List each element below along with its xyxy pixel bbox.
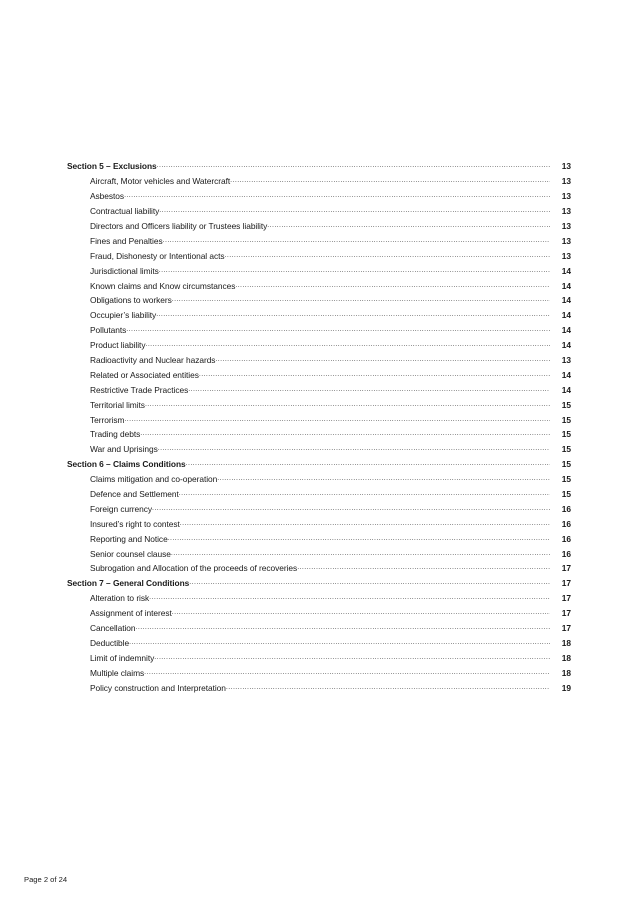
toc-entry-page-number: 14 xyxy=(561,384,571,395)
toc-entry-title: Deductible xyxy=(90,637,130,648)
toc-entry-page-number: 19 xyxy=(561,682,571,693)
toc-entry-page-number: 13 xyxy=(561,206,571,217)
dot-leader xyxy=(144,666,550,680)
toc-entry-page-number: 13 xyxy=(561,161,571,172)
toc-entry-title: War and Uprisings xyxy=(90,444,158,455)
toc-entry-title: Contractual liability xyxy=(90,206,160,217)
dot-leader xyxy=(230,174,550,188)
toc-entry-page-number: 18 xyxy=(561,637,571,648)
toc-entry[interactable] xyxy=(0,501,638,516)
toc-entry[interactable] xyxy=(0,487,638,502)
dot-leader xyxy=(126,323,550,337)
dot-leader xyxy=(226,681,550,695)
dot-leader xyxy=(217,472,550,486)
toc-entry-page-number: 17 xyxy=(561,593,571,604)
toc-entry[interactable] xyxy=(0,621,638,636)
toc-entry-title: Restrictive Trade Practices xyxy=(90,384,189,395)
toc-entry[interactable] xyxy=(0,174,638,189)
dot-leader xyxy=(225,249,550,263)
toc-entry[interactable] xyxy=(0,382,638,397)
dot-leader xyxy=(267,219,550,233)
toc-section-entry[interactable] xyxy=(0,457,638,472)
toc-entry-title: Directors and Officers liability or Trustees liability xyxy=(90,221,268,231)
dot-leader xyxy=(171,547,550,561)
toc-entry-page-number: 15 xyxy=(561,444,571,455)
toc-entry-page-number: 13 xyxy=(561,250,571,261)
toc-entry-page-number: 17 xyxy=(561,563,571,574)
toc-entry-page-number: 15 xyxy=(561,429,571,440)
dot-leader xyxy=(157,159,550,173)
toc-entry[interactable] xyxy=(0,472,638,487)
toc-entry-page-number: 14 xyxy=(561,325,571,336)
toc-entry-page-number: 15 xyxy=(561,399,571,410)
dot-leader xyxy=(152,502,550,516)
toc-entry-title: Defence and Settlement xyxy=(90,489,179,500)
toc-entry[interactable] xyxy=(0,248,638,263)
toc-entry-page-number: 14 xyxy=(561,265,571,276)
toc-entry-title: Insured’s right to contest xyxy=(90,518,180,529)
toc-entry[interactable] xyxy=(0,338,638,353)
toc-entry-title: Fraud, Dishonesty or Intentional acts xyxy=(90,250,225,261)
toc-entry[interactable] xyxy=(0,353,638,368)
toc-entry-page-number: 15 xyxy=(561,414,571,425)
toc-entry-page-number: 17 xyxy=(561,608,571,619)
toc-entry-page-number: 13 xyxy=(561,191,571,202)
toc-entry-title: Section 5 – Exclusions xyxy=(67,161,157,172)
toc-entry[interactable] xyxy=(0,189,638,204)
dot-leader xyxy=(188,383,550,397)
toc-entry[interactable] xyxy=(0,233,638,248)
dot-leader xyxy=(158,442,550,456)
toc-entry-title: Alteration to risk xyxy=(90,593,150,604)
dot-leader xyxy=(215,353,550,367)
toc-entry-page-number: 16 xyxy=(561,518,571,529)
dot-leader xyxy=(145,338,550,352)
toc-entry-title: Multiple claims xyxy=(90,667,145,678)
dot-leader xyxy=(140,427,550,441)
toc-entry-page-number: 14 xyxy=(561,340,571,351)
toc-entry[interactable] xyxy=(0,397,638,412)
toc-entry[interactable] xyxy=(0,308,638,323)
toc-entry[interactable] xyxy=(0,680,638,695)
toc-entry-title: Claims mitigation and co-operation xyxy=(90,474,218,485)
table-of-contents xyxy=(0,159,638,695)
toc-entry-title: Occupier’s liability xyxy=(90,310,157,321)
toc-entry-title: Terrorism xyxy=(90,414,125,425)
toc-entry-title: Assignment of interest xyxy=(90,608,172,619)
dot-leader xyxy=(186,457,550,471)
toc-entry-page-number: 17 xyxy=(561,578,571,589)
toc-entry-page-number: 13 xyxy=(561,221,571,231)
toc-entry-page-number: 15 xyxy=(561,474,571,485)
toc-entry-title: Cancellation xyxy=(90,623,136,634)
toc-entry-page-number: 17 xyxy=(561,623,571,634)
dot-leader xyxy=(159,204,550,218)
dot-leader xyxy=(156,308,550,322)
dot-leader xyxy=(235,279,550,293)
toc-entry-title: Foreign currency xyxy=(90,503,153,514)
dot-leader xyxy=(145,398,550,412)
toc-entry[interactable] xyxy=(0,546,638,561)
toc-entry-page-number: 13 xyxy=(561,235,571,246)
dot-leader xyxy=(154,651,550,665)
toc-entry-page-number: 13 xyxy=(561,176,571,187)
dot-leader xyxy=(180,517,550,531)
dot-leader xyxy=(172,606,550,620)
toc-entry[interactable] xyxy=(0,219,638,234)
toc-entry[interactable] xyxy=(0,323,638,338)
toc-entry-title: Radioactivity and Nuclear hazards xyxy=(90,355,216,366)
toc-entry-page-number: 15 xyxy=(561,459,571,470)
toc-entry-page-number: 14 xyxy=(561,310,571,321)
toc-entry[interactable] xyxy=(0,278,638,293)
toc-entry[interactable] xyxy=(0,516,638,531)
toc-entry-title: Aircraft, Motor vehicles and Watercraft xyxy=(90,176,231,187)
toc-section-entry[interactable] xyxy=(0,159,638,174)
toc-entry[interactable] xyxy=(0,293,638,308)
toc-entry-title: Policy construction and Interpretation xyxy=(90,682,226,693)
toc-entry[interactable] xyxy=(0,412,638,427)
toc-entry[interactable] xyxy=(0,427,638,442)
toc-entry-page-number: 16 xyxy=(561,533,571,544)
dot-leader xyxy=(199,368,550,382)
toc-entry-title: Section 7 – General Conditions xyxy=(67,578,190,589)
dot-leader xyxy=(172,293,550,307)
toc-entry-page-number: 13 xyxy=(561,355,571,366)
dot-leader xyxy=(189,576,550,590)
toc-entry-page-number: 14 xyxy=(561,369,571,380)
toc-entry-title: Section 6 – Claims Conditions xyxy=(67,459,186,470)
toc-entry[interactable] xyxy=(0,263,638,278)
toc-entry-title: Reporting and Notice xyxy=(90,533,168,544)
dot-leader xyxy=(149,591,550,605)
toc-entry[interactable] xyxy=(0,531,638,546)
toc-section-entry[interactable] xyxy=(0,576,638,591)
toc-entry-title: Known claims and Know circumstances xyxy=(90,280,236,291)
toc-entry-title: Obligations to workers xyxy=(90,295,172,306)
toc-entry-title: Jurisdictional limits xyxy=(90,265,159,276)
toc-entry-title: Senior counsel clause xyxy=(90,548,171,559)
dot-leader xyxy=(179,487,550,501)
toc-entry[interactable] xyxy=(0,636,638,651)
dot-leader xyxy=(124,413,550,427)
toc-entry-title: Limit of indemnity xyxy=(90,652,155,663)
toc-entry-page-number: 14 xyxy=(561,280,571,291)
dot-leader xyxy=(297,561,550,575)
toc-entry-title: Related or Associated entities xyxy=(90,369,199,380)
dot-leader xyxy=(159,264,550,278)
toc-entry-title: Territorial limits xyxy=(90,399,145,410)
toc-entry-page-number: 15 xyxy=(561,489,571,500)
toc-entry-page-number: 16 xyxy=(561,503,571,514)
toc-entry-page-number: 14 xyxy=(561,295,571,306)
toc-entry[interactable] xyxy=(0,665,638,680)
dot-leader xyxy=(129,636,550,650)
toc-entry-title: Fines and Penalties xyxy=(90,235,163,246)
toc-entry[interactable] xyxy=(0,204,638,219)
dot-leader xyxy=(168,532,550,546)
toc-entry-page-number: 18 xyxy=(561,652,571,663)
toc-entry[interactable] xyxy=(0,442,638,457)
toc-entry[interactable] xyxy=(0,650,638,665)
toc-entry[interactable] xyxy=(0,367,638,382)
toc-entry-page-number: 16 xyxy=(561,548,571,559)
dot-leader xyxy=(136,621,551,635)
toc-entry-title: Asbestos xyxy=(90,191,125,202)
toc-entry-title: Product liability xyxy=(90,340,146,351)
toc-entry-title: Trading debts xyxy=(90,429,141,440)
toc-entry[interactable] xyxy=(0,591,638,606)
toc-entry[interactable] xyxy=(0,606,638,621)
toc-entry-page-number: 18 xyxy=(561,667,571,678)
toc-entry-title: Subrogation and Allocation of the proceeds of recoveries xyxy=(90,563,298,574)
page-number-footer: Page 2 of 24 xyxy=(24,875,68,884)
toc-entry[interactable] xyxy=(0,561,638,576)
dot-leader xyxy=(124,189,550,203)
dot-leader xyxy=(163,234,550,248)
toc-entry-title: Pollutants xyxy=(90,325,127,336)
